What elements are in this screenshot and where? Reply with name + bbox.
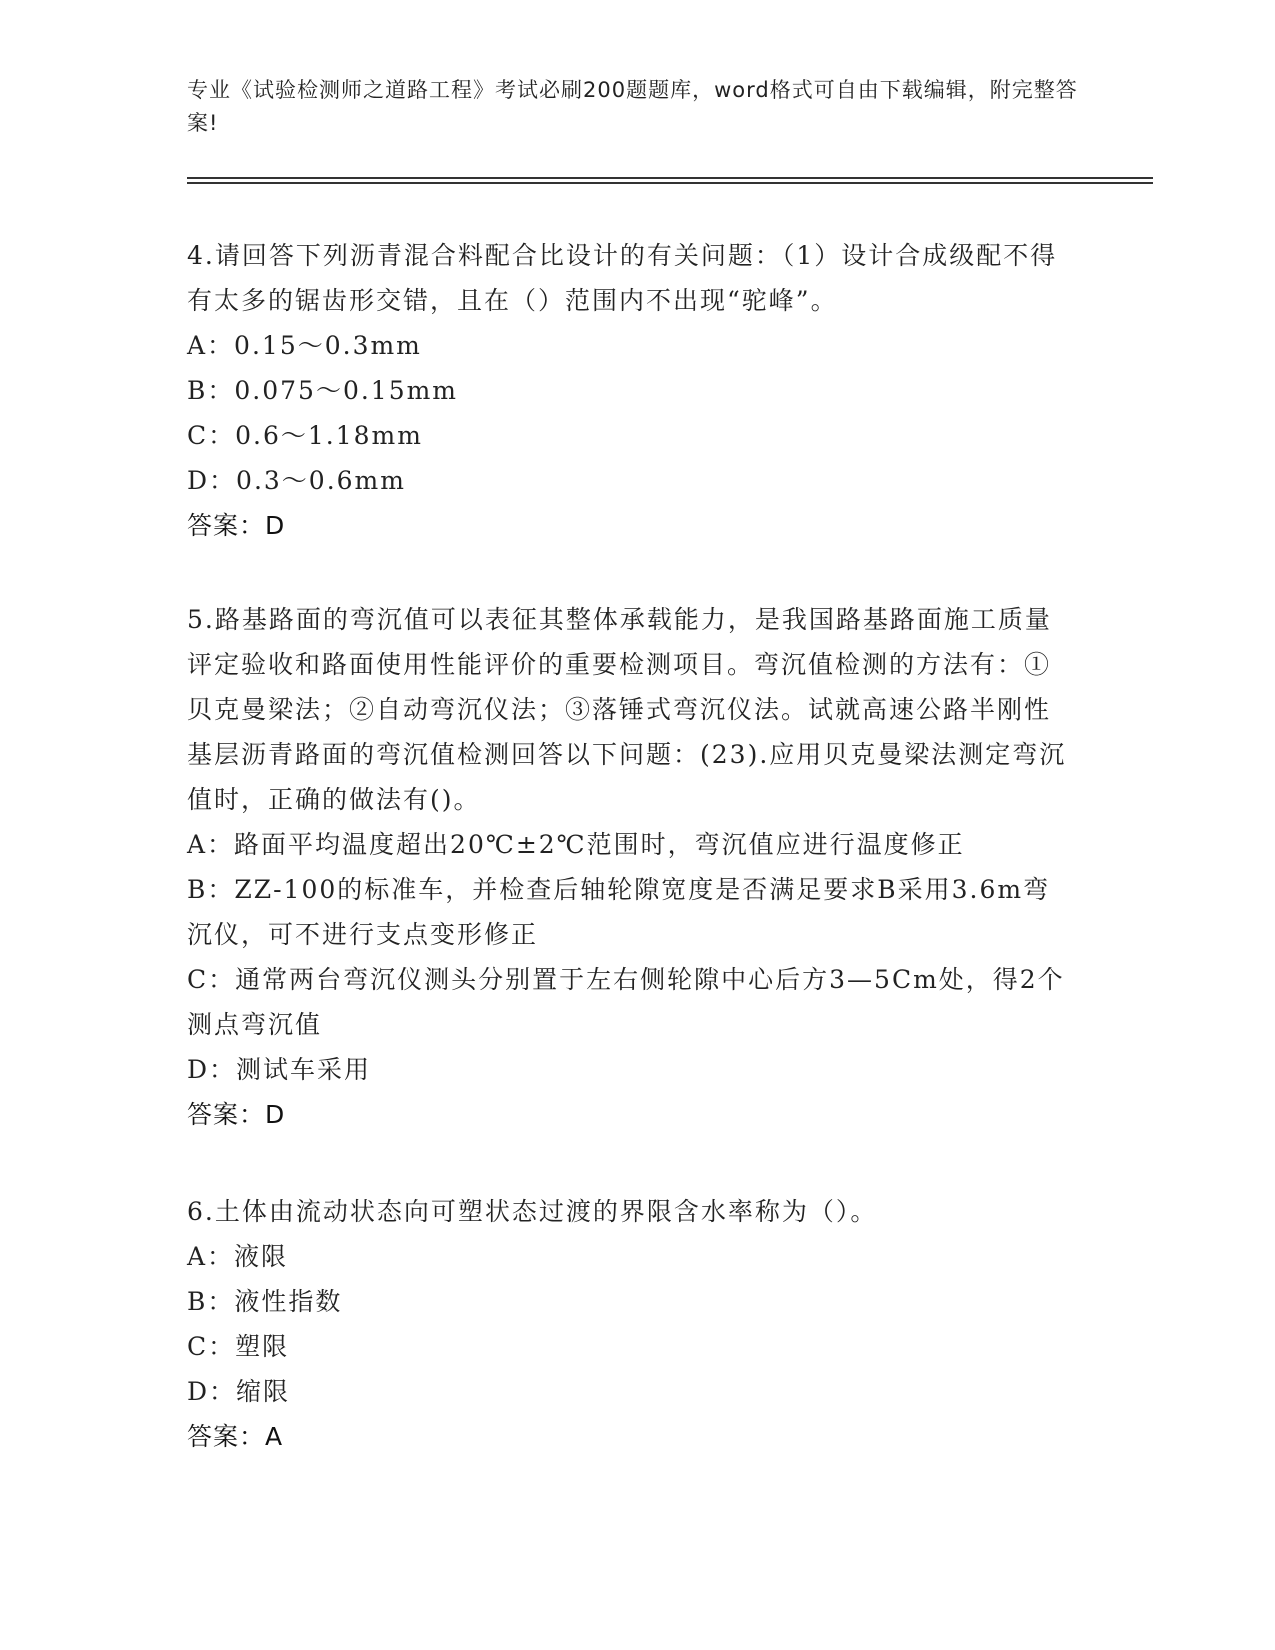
option-d: D：测试车采用 [187,1055,372,1084]
option-a: A：液限 [187,1242,289,1271]
header-divider-bottom [187,182,1153,184]
option-d: D：缩限 [187,1377,291,1406]
option-a: A：路面平均温度超出20℃±2℃范围时，弯沉值应进行温度修正 [187,830,965,859]
header-divider-top [187,177,1153,179]
question-6 [187,1189,1067,1459]
option-a: A：0.15～0.3mm [187,331,422,360]
option-c: C：通常两台弯沉仪测头分别置于左右侧轮隙中心后方3—5Cm处，得2个测点弯沉值 [187,965,1065,1039]
option-d: D：0.3～0.6mm [187,466,406,495]
question-text: 6.土体由流动状态向可塑状态过渡的界限含水率称为（）。 [187,1197,878,1226]
option-b: B：0.075～0.15mm [187,376,459,405]
question-text: 4.请回答下列沥青混合料配合比设计的有关问题：（1）设计合成级配不得有太多的锯齿形交错，且在（）范围内不出现“驼峰”。 [187,241,1058,315]
answer: 答案：D [187,511,286,540]
question-text: 5.路基路面的弯沉值可以表征其整体承载能力，是我国路基路面施工质量评定验收和路面使用性能评价的重要检测项目。弯沉值检测的方法有：①贝克曼梁法；②自动弯沉仪法；③落锤式弯沉仪法。试就高速公路半刚性基层沥青路面的弯沉值检测回答以下问题：(23).应用贝克曼梁法测定弯沉值时，正确的做法有()。 [187,605,1067,814]
document-header: 专业《试验检测师之道路工程》考试必刷200题题库，word格式可自由下载编辑，附完整答案! [187,78,1078,135]
question-5 [187,597,1067,1137]
answer: 答案：D [187,1100,286,1129]
question-4 [187,233,1067,548]
option-c: C：0.6～1.18mm [187,421,423,450]
option-c: C：塑限 [187,1332,290,1361]
answer: 答案：A [187,1422,284,1451]
option-b: B：液性指数 [187,1287,343,1316]
option-b: B：ZZ-100的标准车，并检查后轴轮隙宽度是否满足要求B采用3.6m弯沉仪，可不进行支点变形修正 [187,875,1051,949]
